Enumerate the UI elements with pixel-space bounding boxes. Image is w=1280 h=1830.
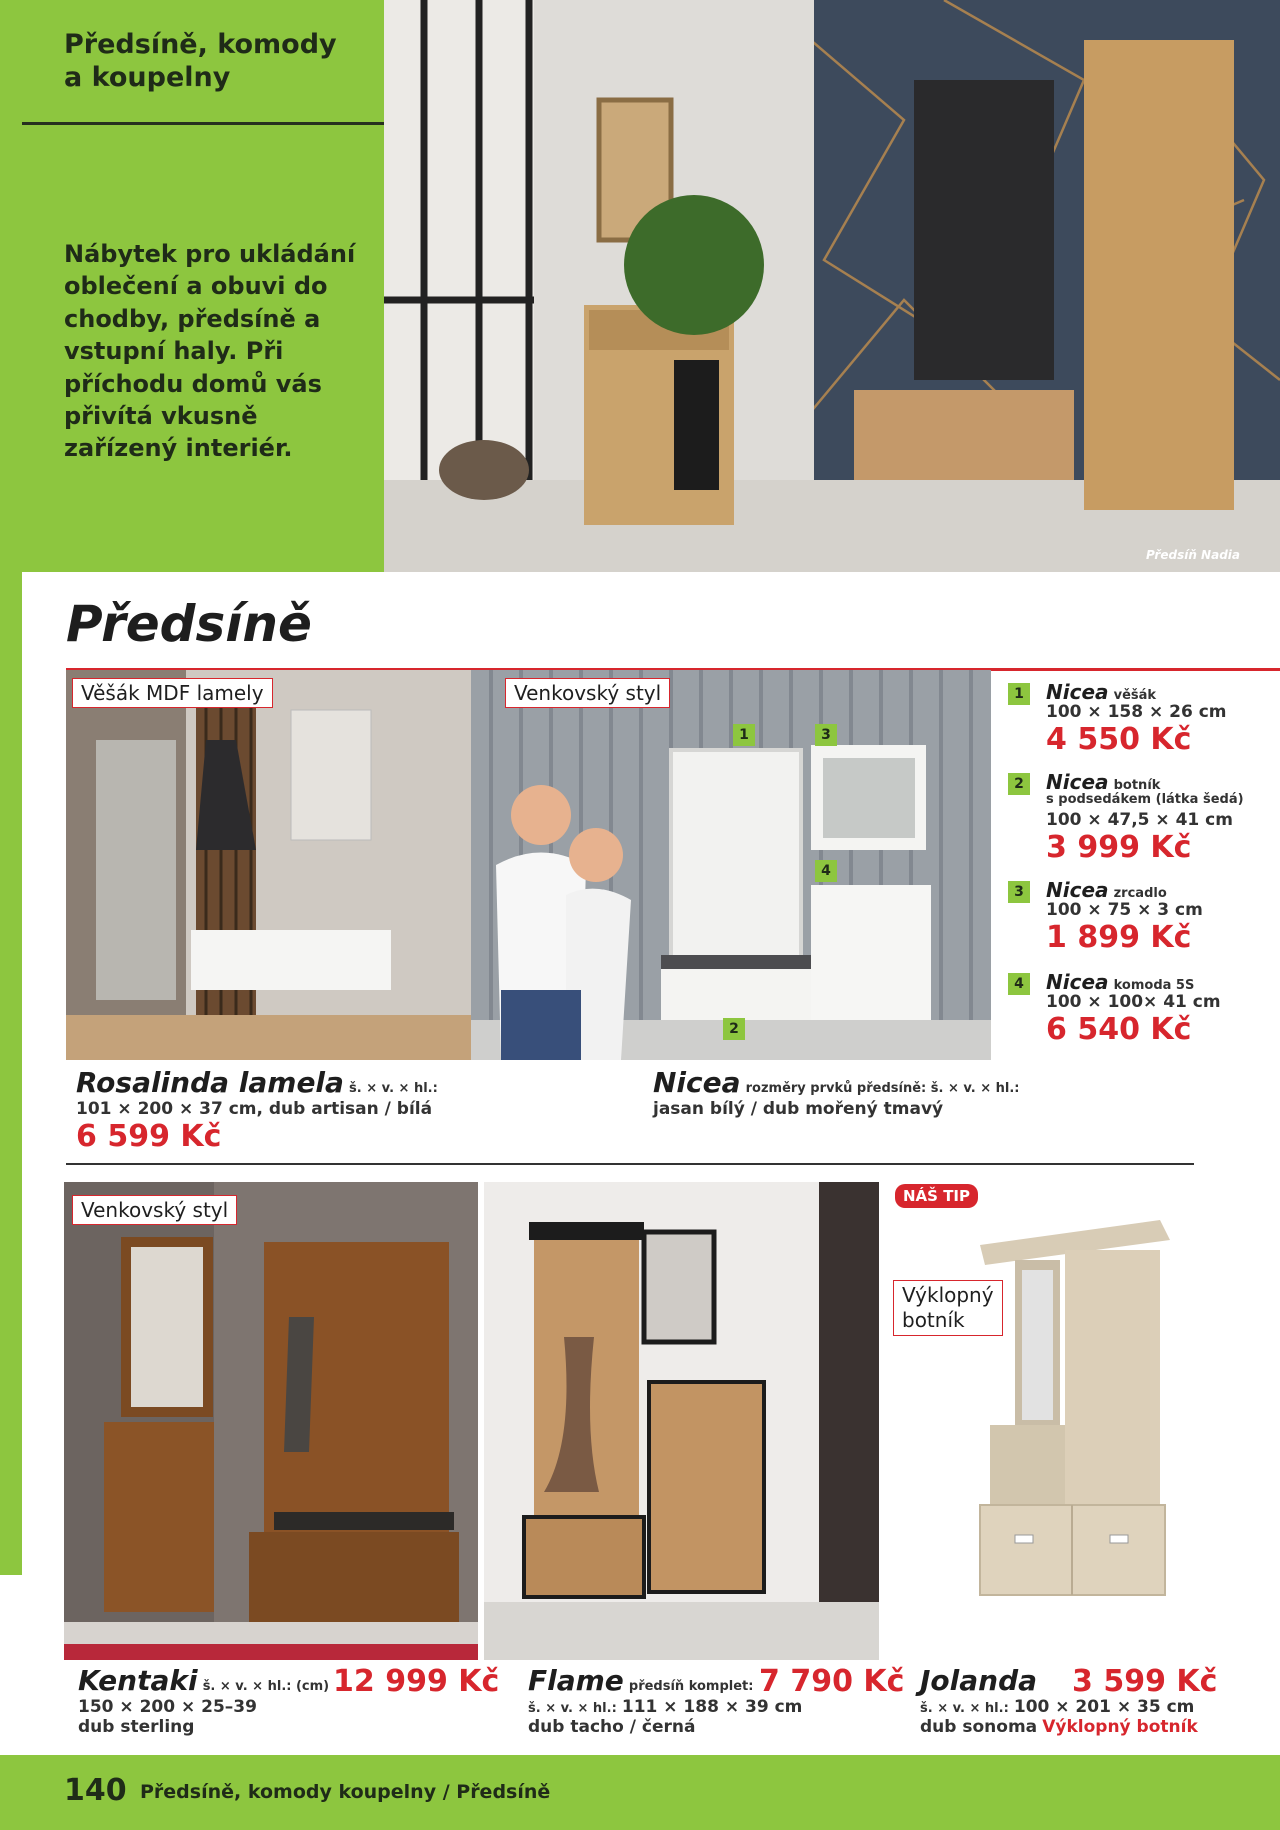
product-feature: Výklopný botník bbox=[1042, 1717, 1198, 1737]
jolanda-feature-tag: Výklopný botník bbox=[893, 1280, 1003, 1336]
nicea-marker-2: 2 bbox=[723, 1018, 745, 1040]
nicea-caption bbox=[653, 1066, 1020, 1119]
hero-photo bbox=[384, 0, 1280, 572]
dimensions-label: š. × v. × hl.: bbox=[349, 1081, 438, 1096]
kentaki-price: 12 999 Kč bbox=[333, 1664, 500, 1699]
rosalinda-caption bbox=[76, 1066, 438, 1154]
product-dimensions: 111 × 188 × 39 cm bbox=[621, 1697, 803, 1717]
nicea-photo bbox=[471, 670, 991, 1060]
item-price: 4 550 Kč bbox=[1046, 722, 1192, 757]
item-number-badge: 3 bbox=[1008, 881, 1030, 903]
jolanda-price: 3 599 Kč bbox=[1072, 1664, 1218, 1699]
hero-caption: Předsíň Nadia bbox=[1146, 548, 1240, 562]
item-dimensions: 100 × 100× 41 cm bbox=[1046, 992, 1221, 1012]
product-details: jasan bílý / dub mořený tmavý bbox=[653, 1099, 944, 1119]
item-name: Nicea bbox=[1046, 878, 1109, 902]
product-type: předsíň komplet: bbox=[628, 1679, 754, 1694]
dimensions-label: š. × v. × hl.: bbox=[920, 1701, 1009, 1716]
side-accent-bar bbox=[0, 0, 22, 1575]
item-dimensions: 100 × 47,5 × 41 cm bbox=[1046, 810, 1233, 830]
item-price: 6 540 Kč bbox=[1046, 1012, 1192, 1047]
item-name: Nicea bbox=[1046, 680, 1109, 704]
product-finish: dub sonoma bbox=[920, 1717, 1038, 1737]
item-name: Nicea bbox=[1046, 970, 1109, 994]
intro-text: Nábytek pro ukládání oblečení a obuvi do chodby, předsíně a vstupní haly. Při příchodu domů vás přivítá vkusně zařízený interiér. bbox=[64, 240, 356, 463]
product-dimensions: 150 × 200 × 25–39 bbox=[78, 1697, 257, 1717]
heading-divider bbox=[22, 122, 384, 125]
item-price: 1 899 Kč bbox=[1046, 920, 1192, 955]
flame-photo bbox=[484, 1182, 879, 1660]
item-type: komoda 5S bbox=[1113, 978, 1195, 993]
item-type: věšák bbox=[1113, 688, 1157, 703]
section-title: Předsíně bbox=[66, 595, 312, 653]
page-number: 140 bbox=[64, 1773, 127, 1808]
product-name: Kentaki bbox=[78, 1664, 198, 1697]
nicea-marker-4: 4 bbox=[815, 860, 837, 882]
dimensions-label: š. × v. × hl.: (cm) bbox=[202, 1679, 330, 1694]
item-name: Nicea bbox=[1046, 770, 1109, 794]
product-name: Flame bbox=[528, 1664, 624, 1697]
item-number-badge: 1 bbox=[1008, 683, 1030, 705]
page-heading: Předsíně, komody a koupelny bbox=[64, 29, 337, 93]
product-name: Jolanda bbox=[920, 1664, 1038, 1697]
breadcrumb: Předsíně, komody koupelny / Předsíně bbox=[140, 1781, 551, 1803]
item-dimensions: 100 × 75 × 3 cm bbox=[1046, 900, 1203, 920]
nicea-tag: Venkovský styl bbox=[505, 678, 670, 708]
product-finish: dub tacho / černá bbox=[528, 1717, 696, 1737]
kentaki-tag: Venkovský styl bbox=[72, 1195, 237, 1225]
item-number-badge: 2 bbox=[1008, 773, 1030, 795]
item-type: zrcadlo bbox=[1113, 886, 1167, 901]
dimensions-label: rozměry prvků předsíně: š. × v. × hl.: bbox=[745, 1081, 1020, 1096]
nicea-marker-1: 1 bbox=[733, 724, 755, 746]
rosalinda-photo bbox=[66, 670, 471, 1060]
product-name: Rosalinda lamela bbox=[76, 1066, 344, 1099]
product-dimensions: 100 × 201 × 35 cm bbox=[1013, 1697, 1195, 1717]
our-tip-badge: NÁŠ TIP bbox=[895, 1184, 978, 1208]
jolanda-photo bbox=[960, 1195, 1180, 1615]
item-extra: s podsedákem (látka šedá) bbox=[1046, 792, 1244, 807]
nicea-marker-3: 3 bbox=[815, 724, 837, 746]
product-finish: dub sterling bbox=[78, 1717, 195, 1737]
flame-price: 7 790 Kč bbox=[759, 1664, 905, 1699]
product-details: 101 × 200 × 37 cm, dub artisan / bílá bbox=[76, 1099, 433, 1119]
item-price: 3 999 Kč bbox=[1046, 830, 1192, 865]
product-name: Nicea bbox=[653, 1066, 741, 1099]
row-divider bbox=[66, 1163, 1194, 1165]
flame-caption bbox=[528, 1664, 803, 1737]
dimensions-label: š. × v. × hl.: bbox=[528, 1701, 617, 1716]
item-dimensions: 100 × 158 × 26 cm bbox=[1046, 702, 1227, 722]
kentaki-photo bbox=[64, 1182, 478, 1660]
item-type: botník bbox=[1113, 778, 1161, 793]
rosalinda-tag: Věšák MDF lamely bbox=[72, 678, 273, 708]
item-number-badge: 4 bbox=[1008, 973, 1030, 995]
product-price: 6 599 Kč bbox=[76, 1119, 222, 1154]
